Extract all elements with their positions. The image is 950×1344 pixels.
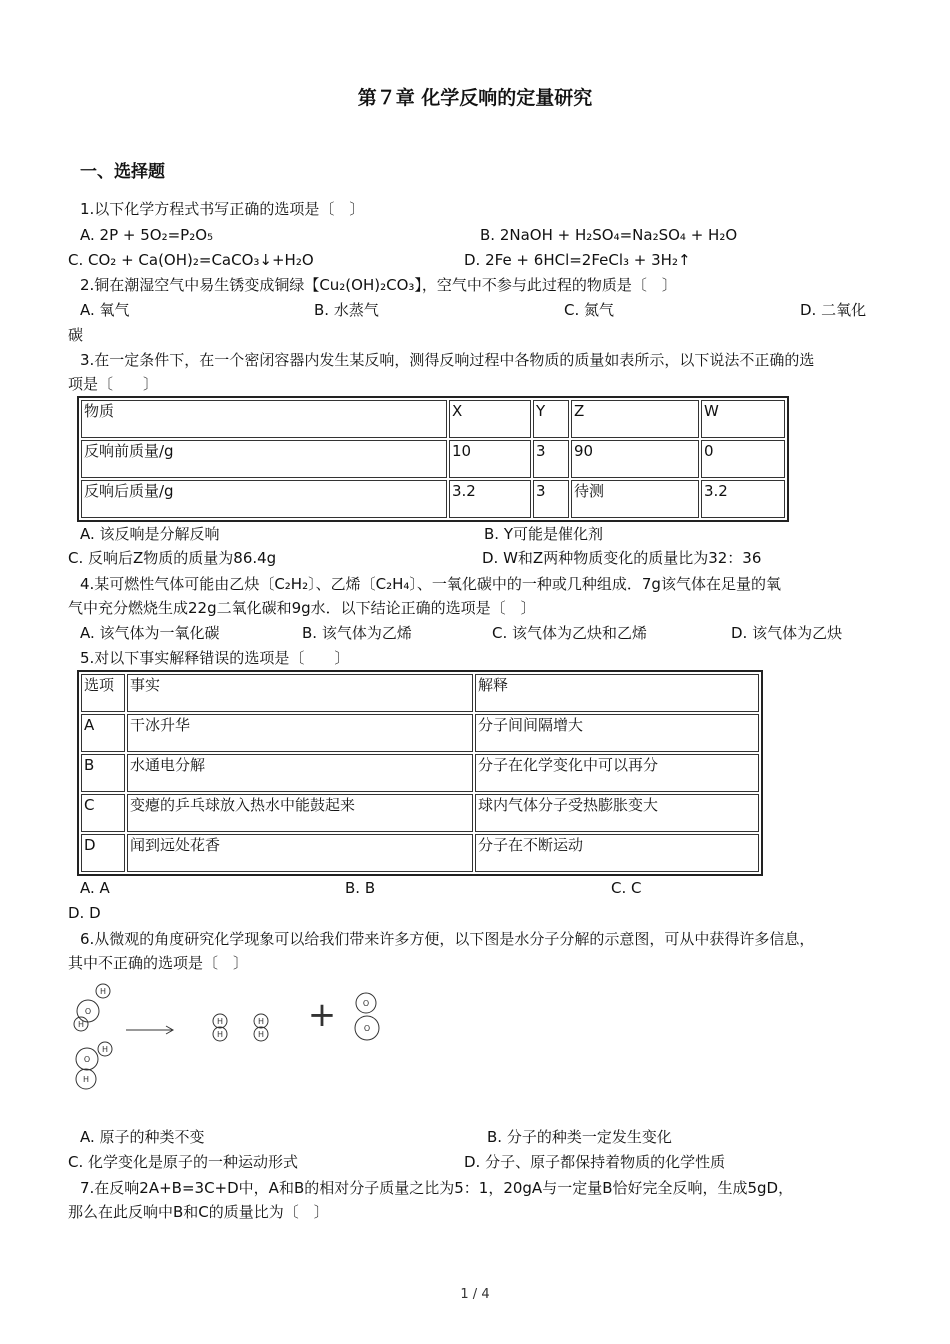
table-cell: 变瘪的乒乓球放入热水中能鼓起来 [127,794,473,832]
page-number: 1 / 4 [460,1287,490,1302]
q6-option-d: D. 分子、原子都保持着物质的化学性质 [464,1153,726,1171]
q6-option-a: A. 原子的种类不变 [80,1128,205,1146]
plus-sign: + [307,995,337,1035]
q6-stem-line2: 其中不正确的选项是〔 〕 [68,954,249,972]
table-row [81,440,785,478]
q1-option-b: B. 2NaOH + H₂SO₄=Na₂SO₄ + H₂O [480,226,738,244]
q1-option-d: D. 2Fe + 6HCl=2FeCl₃ + 3H₂↑ [464,251,691,269]
table-row [81,674,759,712]
table-cell: 3.2 [449,480,531,518]
q5-stem: 5.对以下事实解释错误的选项是〔 〕 [80,649,350,667]
q5-option-a: A. A [80,879,110,897]
atom-label: O [362,999,370,1008]
q5-option-b: B. B [345,879,376,897]
q3-option-d: D. W和Z两种物质变化的质量比为32：36 [482,549,762,567]
table-cell: X [449,400,531,438]
q5-fact-table [77,670,763,876]
atom-label: H [82,1075,90,1084]
table-cell: Y [533,400,569,438]
q4-option-d: D. 该气体为乙炔 [731,624,843,642]
q5-option-d: D. D [68,904,101,922]
table-row [81,754,759,792]
table-cell: 90 [571,440,699,478]
q3-stem-line1: 3.在一定条件下，在一个密闭容器内发生某反响，测得反响过程中各物质的质量如表所示，以下说法不正确的选 [80,351,815,369]
section-heading: 一、选择题 [80,162,165,182]
q3-option-c: C. 反响后Z物质的质量为86.4g [68,549,277,567]
q1-option-c: C. CO₂ + Ca(OH)₂=CaCO₃↓+H₂O [68,251,314,269]
atom-label: O [84,1007,92,1016]
table-cell: 事实 [127,674,473,712]
atom-label: O [363,1024,371,1033]
table-cell: 3.2 [701,480,785,518]
table-row [81,400,785,438]
atom-label: H [101,1045,109,1054]
q3-option-a: A. 该反响是分解反响 [80,525,220,543]
table-cell: 分子间间隔增大 [475,714,759,752]
table-row [81,714,759,752]
q2-option-d-cont: 碳 [68,326,84,344]
table-cell: 待测 [571,480,699,518]
atom-label: H [77,1020,85,1029]
table-cell: 0 [701,440,785,478]
q2-option-d: D. 二氧化 [800,301,867,319]
table-cell: Z [571,400,699,438]
q3-option-b: B. Y可能是催化剂 [484,525,603,543]
q4-option-c: C. 该气体为乙炔和乙烯 [492,624,648,642]
table-cell: 干冰升华 [127,714,473,752]
table-cell: B [81,754,125,792]
atom-label: O [83,1055,91,1064]
q3-data-table [77,396,789,522]
table-cell: 水通电分解 [127,754,473,792]
q2-option-a: A. 氧气 [80,301,130,319]
q6-stem-line1: 6.从微观的角度研究化学现象可以给我们带来许多方便，以下图是水分子分解的示意图，可从中获得许多信息， [80,930,815,948]
table-cell: D [81,834,125,872]
q3-stem-line2: 项是〔 〕 [68,375,159,393]
q7-stem-line2: 那么在此反响中B和C的质量比为〔 〕 [68,1203,329,1221]
table-row [81,480,785,518]
q1-stem: 1.以下化学方程式书写正确的选项是〔 〕 [80,200,365,218]
q4-stem-line2: 气中充分燃烧生成22g二氧化碳和9g水．以下结论正确的选项是〔 〕 [68,599,536,617]
q6-option-c: C. 化学变化是原子的一种运动形式 [68,1153,299,1171]
q6-option-b: B. 分子的种类一定发生变化 [487,1128,672,1146]
table-cell: C [81,794,125,832]
table-cell: 闻到远处花香 [127,834,473,872]
table-cell: 反响前质量/g [81,440,447,478]
atom-label: H [99,987,107,996]
q1-option-a: A. 2P + 5O₂=P₂O₅ [80,226,214,244]
table-cell: 分子在不断运动 [475,834,759,872]
q4-stem-line1: 4.某可燃性气体可能由乙炔〔C₂H₂〕、乙烯〔C₂H₄〕、一氧化碳中的一种或几种组成．7g该气体在足量的氧 [80,575,781,593]
table-cell: 选项 [81,674,125,712]
atom-label: H [216,1017,224,1026]
q4-option-b: B. 该气体为乙烯 [302,624,412,642]
atom-label: H [216,1030,224,1039]
q5-option-c: C. C [611,879,642,897]
atom-label: H [257,1030,265,1039]
table-row [81,834,759,872]
table-cell: 解释 [475,674,759,712]
table-cell: 球内气体分子受热膨胀变大 [475,794,759,832]
table-cell: W [701,400,785,438]
table-cell: 3 [533,480,569,518]
q2-option-c: C. 氮气 [564,301,615,319]
q7-stem-line1: 7.在反响2A+B=3C+D中，A和B的相对分子质量之比为5：1，20gA与一定量B恰好完全反响，生成5gD， [80,1179,794,1197]
atom-label: H [257,1017,265,1026]
table-cell: 10 [449,440,531,478]
table-cell: 反响后质量/g [81,480,447,518]
water-decomposition-diagram [66,978,396,1102]
q2-stem: 2.铜在潮湿空气中易生锈变成铜绿【Cu₂(OH)₂CO₃】，空气中不参与此过程的物质是〔 〕 [80,276,677,294]
table-cell: 3 [533,440,569,478]
table-cell: 分子在化学变化中可以再分 [475,754,759,792]
q4-option-a: A. 该气体为一氧化碳 [80,624,220,642]
page-title: 第７章 化学反响的定量研究 [357,87,593,109]
q2-option-b: B. 水蒸气 [314,301,379,319]
table-cell: 物质 [81,400,447,438]
table-cell: A [81,714,125,752]
table-row [81,794,759,832]
